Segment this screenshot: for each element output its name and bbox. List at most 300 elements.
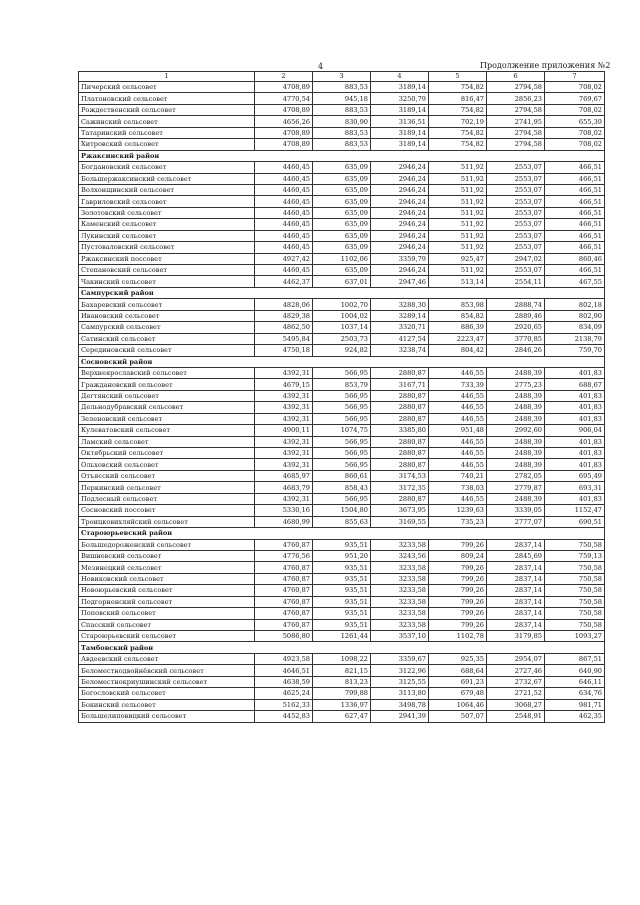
settlement-name: Чакинский сельсовет xyxy=(79,276,255,287)
settlement-name: Ольховский сельсовет xyxy=(79,459,255,470)
table-row xyxy=(79,345,605,356)
settlement-name: Хитровский сельсовет xyxy=(79,139,255,150)
value-cell: 750,58 xyxy=(545,585,605,596)
value-cell: 853,98 xyxy=(429,299,487,310)
table-row xyxy=(79,539,605,550)
value-cell: 799,26 xyxy=(429,608,487,619)
table-row xyxy=(79,585,605,596)
value-cell: 4760,87 xyxy=(255,585,313,596)
table-row xyxy=(79,459,605,470)
value-cell: 446,55 xyxy=(429,459,487,470)
value-cell: 738,03 xyxy=(429,482,487,493)
value-cell: 945,18 xyxy=(313,93,371,104)
value-cell: 2837,14 xyxy=(487,619,545,630)
district-name: Староюрьевский район xyxy=(79,528,605,539)
settlement-name: Беломестнодвойнёвский сельсовет xyxy=(79,665,255,676)
value-cell: 1098,22 xyxy=(313,653,371,664)
value-cell: 2727,46 xyxy=(487,665,545,676)
value-cell: 886,39 xyxy=(429,322,487,333)
value-cell: 4460,45 xyxy=(255,242,313,253)
value-cell: 2553,07 xyxy=(487,207,545,218)
value-cell: 1152,47 xyxy=(545,505,605,516)
value-cell: 4392,31 xyxy=(255,367,313,378)
value-cell: 4829,38 xyxy=(255,310,313,321)
settlement-name: Большелиповицкий сельсовет xyxy=(79,711,255,722)
value-cell: 4460,45 xyxy=(255,219,313,230)
settlement-name: Пустоваловский сельсовет xyxy=(79,242,255,253)
value-cell: 4638,59 xyxy=(255,676,313,687)
settlement-name: Бахаревский сельсовет xyxy=(79,299,255,310)
value-cell: 2548,91 xyxy=(487,711,545,722)
value-cell: 655,39 xyxy=(545,116,605,127)
value-cell: 951,20 xyxy=(313,550,371,561)
value-cell: 2837,14 xyxy=(487,596,545,607)
value-cell: 860,61 xyxy=(313,470,371,481)
value-cell: 883,53 xyxy=(313,127,371,138)
value-cell: 2888,74 xyxy=(487,299,545,310)
value-cell: 750,58 xyxy=(545,539,605,550)
column-header: 2 xyxy=(255,72,313,82)
value-cell: 466,51 xyxy=(545,219,605,230)
settlement-name: Сосновский поссовет xyxy=(79,505,255,516)
district-name: Сампурский район xyxy=(79,287,605,298)
table-row xyxy=(79,688,605,699)
table-row xyxy=(79,82,605,93)
settlement-name: Ивановский сельсовет xyxy=(79,310,255,321)
value-cell: 750,58 xyxy=(545,562,605,573)
value-cell: 4392,31 xyxy=(255,459,313,470)
value-cell: 759,70 xyxy=(545,345,605,356)
value-cell: 4685,97 xyxy=(255,470,313,481)
value-cell: 2846,26 xyxy=(487,345,545,356)
value-cell: 3189,14 xyxy=(371,104,429,115)
settlement-name: Степановский сельсовет xyxy=(79,265,255,276)
value-cell: 2845,69 xyxy=(487,550,545,561)
value-cell: 750,58 xyxy=(545,619,605,630)
appendix-table xyxy=(78,71,605,723)
value-cell: 4760,87 xyxy=(255,562,313,573)
value-cell: 446,55 xyxy=(429,402,487,413)
district-name: Ржаксинский район xyxy=(79,150,605,161)
value-cell: 566,95 xyxy=(313,493,371,504)
settlement-name: Богдановский сельсовет xyxy=(79,162,255,173)
settlement-name: Сампурский сельсовет xyxy=(79,322,255,333)
value-cell: 2946,24 xyxy=(371,162,429,173)
value-cell: 883,53 xyxy=(313,139,371,150)
value-cell: 4862,50 xyxy=(255,322,313,333)
value-cell: 1037,14 xyxy=(313,322,371,333)
settlement-name: Авдеевский сельсовет xyxy=(79,653,255,664)
value-cell: 466,51 xyxy=(545,162,605,173)
settlement-name: Дельнодубравский сельсовет xyxy=(79,402,255,413)
value-cell: 401,83 xyxy=(545,493,605,504)
value-cell: 2553,07 xyxy=(487,173,545,184)
value-cell: 2946,24 xyxy=(371,242,429,253)
table-row xyxy=(79,139,605,150)
value-cell: 2837,14 xyxy=(487,562,545,573)
value-cell: 401,83 xyxy=(545,459,605,470)
value-cell: 566,95 xyxy=(313,402,371,413)
value-cell: 4680,99 xyxy=(255,516,313,527)
value-cell: 740,21 xyxy=(429,470,487,481)
settlement-name: Большержаксинский сельсовет xyxy=(79,173,255,184)
column-header: 3 xyxy=(313,72,371,82)
value-cell: 834,09 xyxy=(545,322,605,333)
value-cell: 635,09 xyxy=(313,173,371,184)
value-cell: 2488,39 xyxy=(487,493,545,504)
value-cell: 4392,31 xyxy=(255,436,313,447)
value-cell: 860,46 xyxy=(545,253,605,264)
value-cell: 754,82 xyxy=(429,104,487,115)
value-cell: 2856,23 xyxy=(487,93,545,104)
page-number: 4 xyxy=(318,62,324,71)
value-cell: 925,47 xyxy=(429,253,487,264)
value-cell: 2794,58 xyxy=(487,127,545,138)
value-cell: 2954,07 xyxy=(487,653,545,664)
value-cell: 2946,24 xyxy=(371,196,429,207)
value-cell: 935,51 xyxy=(313,573,371,584)
value-cell: 3233,58 xyxy=(371,608,429,619)
value-cell: 3113,80 xyxy=(371,688,429,699)
column-header: 5 xyxy=(429,72,487,82)
value-cell: 735,23 xyxy=(429,516,487,527)
value-cell: 466,51 xyxy=(545,184,605,195)
value-cell: 3250,79 xyxy=(371,93,429,104)
value-cell: 4392,31 xyxy=(255,413,313,424)
value-cell: 1504,80 xyxy=(313,505,371,516)
value-cell: 3770,85 xyxy=(487,333,545,344)
value-cell: 3172,35 xyxy=(371,482,429,493)
value-cell: 2992,60 xyxy=(487,425,545,436)
value-cell: 2503,73 xyxy=(313,333,371,344)
table-row xyxy=(79,379,605,390)
value-cell: 4900,11 xyxy=(255,425,313,436)
value-cell: 4760,87 xyxy=(255,619,313,630)
value-cell: 401,83 xyxy=(545,390,605,401)
value-cell: 2880,87 xyxy=(371,402,429,413)
value-cell: 4760,87 xyxy=(255,608,313,619)
settlement-name: Серединовский сельсовет xyxy=(79,345,255,356)
value-cell: 4127,54 xyxy=(371,333,429,344)
settlement-name: Сатинский сельсовет xyxy=(79,333,255,344)
value-cell: 2554,11 xyxy=(487,276,545,287)
value-cell: 3189,14 xyxy=(371,127,429,138)
value-cell: 2732,67 xyxy=(487,676,545,687)
value-cell: 754,82 xyxy=(429,82,487,93)
value-cell: 4760,87 xyxy=(255,539,313,550)
table-row xyxy=(79,596,605,607)
value-cell: 401,83 xyxy=(545,436,605,447)
value-cell: 3122,96 xyxy=(371,665,429,676)
settlement-name: Новиковский сельсовет xyxy=(79,573,255,584)
value-cell: 4708,89 xyxy=(255,139,313,150)
table-row xyxy=(79,265,605,276)
value-cell: 708,02 xyxy=(545,82,605,93)
value-cell: 799,26 xyxy=(429,619,487,630)
value-cell: 3169,55 xyxy=(371,516,429,527)
settlement-name: Рождественский сельсовет xyxy=(79,104,255,115)
settlement-name: Кулеватовский сельсовет xyxy=(79,425,255,436)
table-row xyxy=(79,699,605,710)
value-cell: 646,11 xyxy=(545,676,605,687)
value-cell: 2946,24 xyxy=(371,219,429,230)
value-cell: 4923,58 xyxy=(255,653,313,664)
settlement-name: Богословский сельсовет xyxy=(79,688,255,699)
value-cell: 3136,51 xyxy=(371,116,429,127)
value-cell: 702,19 xyxy=(429,116,487,127)
settlement-name: Перкинский сельсовет xyxy=(79,482,255,493)
table-row xyxy=(79,196,605,207)
table-row xyxy=(79,104,605,115)
value-cell: 401,83 xyxy=(545,413,605,424)
value-cell: 511,92 xyxy=(429,265,487,276)
table-row xyxy=(79,253,605,264)
value-cell: 2946,24 xyxy=(371,173,429,184)
value-cell: 883,53 xyxy=(313,82,371,93)
value-cell: 2488,39 xyxy=(487,413,545,424)
value-cell: 2880,87 xyxy=(371,390,429,401)
value-cell: 924,82 xyxy=(313,345,371,356)
value-cell: 708,02 xyxy=(545,127,605,138)
value-cell: 3125,55 xyxy=(371,676,429,687)
settlement-name: Верхнеярославский сельсовет xyxy=(79,367,255,378)
value-cell: 466,51 xyxy=(545,196,605,207)
value-cell: 2880,87 xyxy=(371,367,429,378)
value-cell: 4760,87 xyxy=(255,596,313,607)
value-cell: 1002,70 xyxy=(313,299,371,310)
table-row xyxy=(79,310,605,321)
value-cell: 3359,79 xyxy=(371,253,429,264)
value-cell: 2946,24 xyxy=(371,207,429,218)
value-cell: 2138,79 xyxy=(545,333,605,344)
settlement-name: Подлесный сельсовет xyxy=(79,493,255,504)
value-cell: 4770,54 xyxy=(255,93,313,104)
settlement-name: Лукинский сельсовет xyxy=(79,230,255,241)
value-cell: 2947,02 xyxy=(487,253,545,264)
table-row xyxy=(79,93,605,104)
value-cell: 446,55 xyxy=(429,448,487,459)
value-cell: 754,82 xyxy=(429,139,487,150)
value-cell: 466,51 xyxy=(545,207,605,218)
value-cell: 853,79 xyxy=(313,379,371,390)
value-cell: 935,51 xyxy=(313,596,371,607)
value-cell: 2794,58 xyxy=(487,139,545,150)
value-cell: 1102,78 xyxy=(429,631,487,642)
value-cell: 635,09 xyxy=(313,184,371,195)
value-cell: 2553,07 xyxy=(487,162,545,173)
table-row xyxy=(79,550,605,561)
settlement-name: Большедороженский сельсовет xyxy=(79,539,255,550)
table-row xyxy=(79,207,605,218)
value-cell: 2488,39 xyxy=(487,367,545,378)
district-header-row xyxy=(79,528,605,539)
settlement-name: Платоновский сельсовет xyxy=(79,93,255,104)
value-cell: 2553,07 xyxy=(487,196,545,207)
table-row xyxy=(79,619,605,630)
value-cell: 4625,24 xyxy=(255,688,313,699)
value-cell: 4462,37 xyxy=(255,276,313,287)
settlement-name: Золотовский сельсовет xyxy=(79,207,255,218)
table-row xyxy=(79,242,605,253)
value-cell: 3288,30 xyxy=(371,299,429,310)
value-cell: 813,23 xyxy=(313,676,371,687)
value-cell: 511,92 xyxy=(429,207,487,218)
value-cell: 4760,87 xyxy=(255,573,313,584)
value-cell: 935,51 xyxy=(313,539,371,550)
value-cell: 2488,39 xyxy=(487,390,545,401)
value-cell: 3233,58 xyxy=(371,619,429,630)
table-row xyxy=(79,516,605,527)
value-cell: 3243,56 xyxy=(371,550,429,561)
value-cell: 935,51 xyxy=(313,562,371,573)
column-header: 1 xyxy=(79,72,255,82)
value-cell: 446,55 xyxy=(429,436,487,447)
value-cell: 5086,80 xyxy=(255,631,313,642)
value-cell: 2837,14 xyxy=(487,573,545,584)
value-cell: 3385,80 xyxy=(371,425,429,436)
value-cell: 4708,89 xyxy=(255,104,313,115)
value-cell: 2779,87 xyxy=(487,482,545,493)
value-cell: 769,67 xyxy=(545,93,605,104)
value-cell: 2880,87 xyxy=(371,448,429,459)
table-row xyxy=(79,482,605,493)
value-cell: 1074,75 xyxy=(313,425,371,436)
value-cell: 2553,07 xyxy=(487,265,545,276)
value-cell: 467,55 xyxy=(545,276,605,287)
value-cell: 854,82 xyxy=(429,310,487,321)
continuation-label: Продолжение приложения №2 xyxy=(480,61,611,70)
table-row xyxy=(79,127,605,138)
value-cell: 2880,87 xyxy=(371,459,429,470)
value-cell: 3068,27 xyxy=(487,699,545,710)
value-cell: 3167,71 xyxy=(371,379,429,390)
table-row xyxy=(79,665,605,676)
value-cell: 816,47 xyxy=(429,93,487,104)
value-cell: 935,51 xyxy=(313,585,371,596)
value-cell: 1261,44 xyxy=(313,631,371,642)
value-cell: 637,01 xyxy=(313,276,371,287)
value-cell: 799,26 xyxy=(429,585,487,596)
table-row xyxy=(79,573,605,584)
value-cell: 688,64 xyxy=(429,665,487,676)
value-cell: 3320,71 xyxy=(371,322,429,333)
value-cell: 691,23 xyxy=(429,676,487,687)
value-cell: 2553,07 xyxy=(487,184,545,195)
value-cell: 830,90 xyxy=(313,116,371,127)
value-cell: 4708,89 xyxy=(255,82,313,93)
table-row xyxy=(79,276,605,287)
settlement-name: Дегтянский сельсовет xyxy=(79,390,255,401)
value-cell: 754,82 xyxy=(429,127,487,138)
value-cell: 635,09 xyxy=(313,207,371,218)
value-cell: 799,26 xyxy=(429,596,487,607)
table-row xyxy=(79,653,605,664)
value-cell: 401,83 xyxy=(545,367,605,378)
settlement-name: Спасский сельсовет xyxy=(79,619,255,630)
value-cell: 5495,84 xyxy=(255,333,313,344)
column-header: 6 xyxy=(487,72,545,82)
value-cell: 4460,45 xyxy=(255,207,313,218)
settlement-name: Каменский сельсовет xyxy=(79,219,255,230)
value-cell: 1093,27 xyxy=(545,631,605,642)
value-cell: 809,24 xyxy=(429,550,487,561)
value-cell: 4646,51 xyxy=(255,665,313,676)
value-cell: 401,83 xyxy=(545,402,605,413)
value-cell: 2488,39 xyxy=(487,436,545,447)
value-cell: 5162,33 xyxy=(255,699,313,710)
value-cell: 1102,06 xyxy=(313,253,371,264)
value-cell: 4452,83 xyxy=(255,711,313,722)
value-cell: 2775,23 xyxy=(487,379,545,390)
value-cell: 695,49 xyxy=(545,470,605,481)
value-cell: 1064,46 xyxy=(429,699,487,710)
settlement-name: Троицковихляйский сельсовет xyxy=(79,516,255,527)
value-cell: 466,51 xyxy=(545,242,605,253)
district-header-row xyxy=(79,642,605,653)
value-cell: 511,92 xyxy=(429,196,487,207)
value-cell: 4392,31 xyxy=(255,448,313,459)
value-cell: 2794,58 xyxy=(487,82,545,93)
value-cell: 4927,42 xyxy=(255,253,313,264)
value-cell: 466,51 xyxy=(545,173,605,184)
value-cell: 4392,31 xyxy=(255,493,313,504)
settlement-name: Ржаксинский поссовет xyxy=(79,253,255,264)
table-row xyxy=(79,470,605,481)
value-cell: 2782,05 xyxy=(487,470,545,481)
value-cell: 635,09 xyxy=(313,162,371,173)
district-header-row xyxy=(79,150,605,161)
table-row xyxy=(79,711,605,722)
settlement-name: Подгорненский сельсовет xyxy=(79,596,255,607)
value-cell: 951,48 xyxy=(429,425,487,436)
value-cell: 635,09 xyxy=(313,230,371,241)
value-cell: 925,35 xyxy=(429,653,487,664)
table-row xyxy=(79,493,605,504)
value-cell: 935,51 xyxy=(313,619,371,630)
value-cell: 627,47 xyxy=(313,711,371,722)
value-cell: 799,26 xyxy=(429,573,487,584)
value-cell: 634,76 xyxy=(545,688,605,699)
value-cell: 2946,24 xyxy=(371,265,429,276)
value-cell: 4750,18 xyxy=(255,345,313,356)
table-header-row xyxy=(79,72,605,82)
value-cell: 802,18 xyxy=(545,299,605,310)
value-cell: 4460,45 xyxy=(255,173,313,184)
settlement-name: Октябрьский сельсовет xyxy=(79,448,255,459)
value-cell: 3179,85 xyxy=(487,631,545,642)
value-cell: 635,09 xyxy=(313,196,371,207)
value-cell: 750,58 xyxy=(545,608,605,619)
value-cell: 2837,14 xyxy=(487,585,545,596)
table-row xyxy=(79,676,605,687)
table-row xyxy=(79,173,605,184)
value-cell: 2488,39 xyxy=(487,448,545,459)
value-cell: 3233,58 xyxy=(371,596,429,607)
value-cell: 2553,07 xyxy=(487,230,545,241)
value-cell: 2777,07 xyxy=(487,516,545,527)
settlement-name: Пичерский сельсовет xyxy=(79,82,255,93)
table-body xyxy=(79,72,605,723)
value-cell: 566,95 xyxy=(313,413,371,424)
table-row xyxy=(79,116,605,127)
value-cell: 462,35 xyxy=(545,711,605,722)
value-cell: 566,95 xyxy=(313,367,371,378)
value-cell: 867,51 xyxy=(545,653,605,664)
settlement-name: Староюрьевский сельсовет xyxy=(79,631,255,642)
value-cell: 4460,45 xyxy=(255,196,313,207)
value-cell: 802,90 xyxy=(545,310,605,321)
value-cell: 855,63 xyxy=(313,516,371,527)
